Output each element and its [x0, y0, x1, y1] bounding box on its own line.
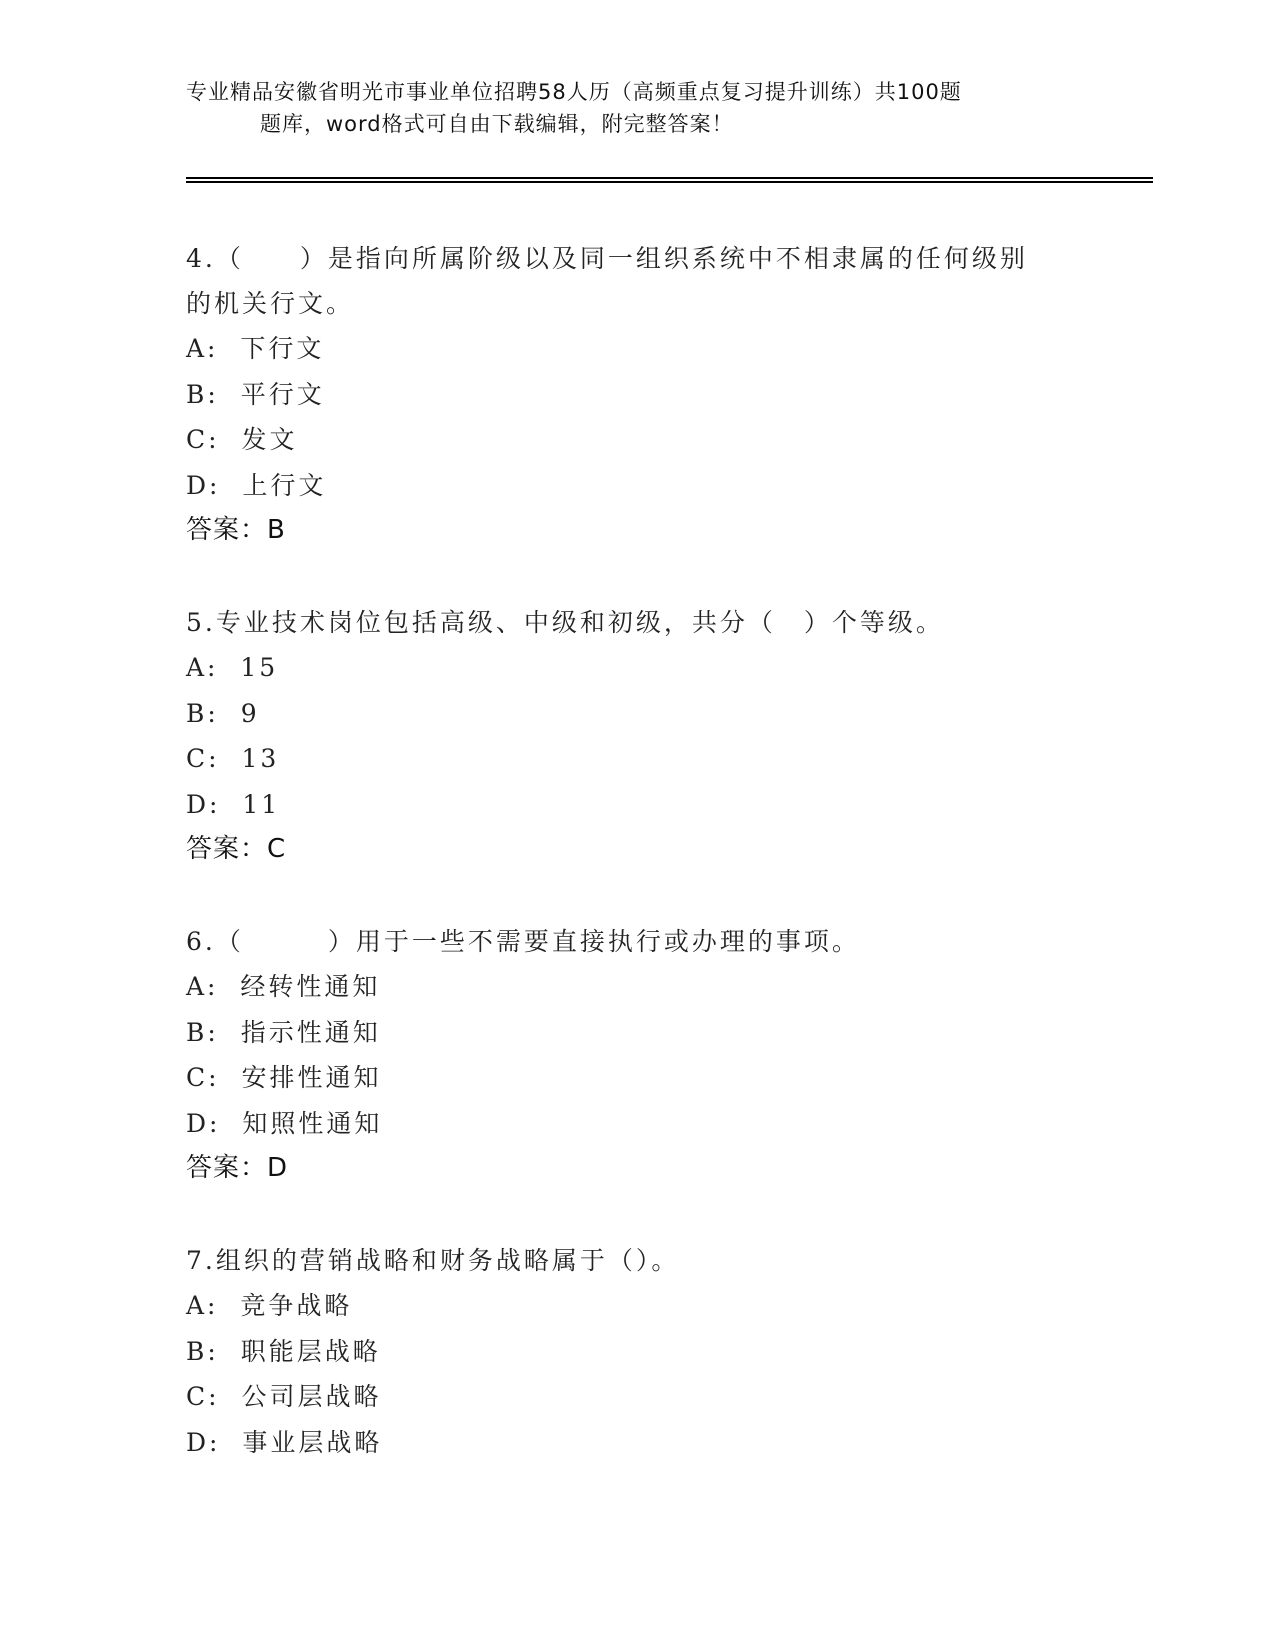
document-header — [186, 76, 1086, 140]
question-list — [186, 236, 1086, 1512]
option-b: B: 指示性通知 — [186, 1017, 381, 1047]
option-c: C: 发文 — [186, 425, 298, 454]
option-d: D: 知照性通知 — [186, 1108, 383, 1138]
option-b: B: 职能层战略 — [186, 1336, 381, 1366]
question-6 — [186, 919, 1086, 1191]
question-text: 5.专业技术岗位包括高级、中级和初级，共分（ ）个等级。 — [186, 608, 944, 637]
header-double-rule — [186, 177, 1153, 183]
option-c: C: 13 — [186, 744, 280, 773]
option-a: A: 下行文 — [186, 334, 325, 363]
question-4 — [186, 236, 1086, 553]
option-d: D: 事业层战略 — [186, 1427, 383, 1457]
option-c: C: 安排性通知 — [186, 1063, 382, 1092]
answer-line: 答案：B — [186, 515, 286, 545]
option-b: B: 9 — [186, 698, 260, 728]
question-text-continued: 的机关行文。 — [186, 289, 355, 318]
option-a: A: 经转性通知 — [186, 972, 381, 1001]
option-a: A: 竞争战略 — [186, 1291, 353, 1320]
header-title-line1: 专业精品安徽省明光市事业单位招聘58人历（高频重点复习提升训练）共100题 — [186, 80, 962, 104]
answer-line: 答案：C — [186, 834, 287, 864]
header-title-line2: 题库，word格式可自由下载编辑，附完整答案！ — [260, 112, 734, 136]
question-text: 4.（ ）是指向所属阶级以及同一组织系统中不相隶属的任何级别 — [186, 244, 1028, 273]
option-c: C: 公司层战略 — [186, 1382, 382, 1411]
question-text: 6.（ ）用于一些不需要直接执行或办理的事项。 — [186, 927, 860, 956]
question-text: 7.组织的营销战略和财务战略属于（）。 — [186, 1246, 680, 1275]
option-d: D: 上行文 — [186, 470, 327, 500]
answer-line: 答案：D — [186, 1153, 289, 1183]
option-d: D: 11 — [186, 789, 281, 819]
option-a: A: 15 — [186, 653, 279, 682]
option-b: B: 平行文 — [186, 379, 325, 409]
question-7 — [186, 1238, 1086, 1465]
question-5 — [186, 600, 1086, 872]
